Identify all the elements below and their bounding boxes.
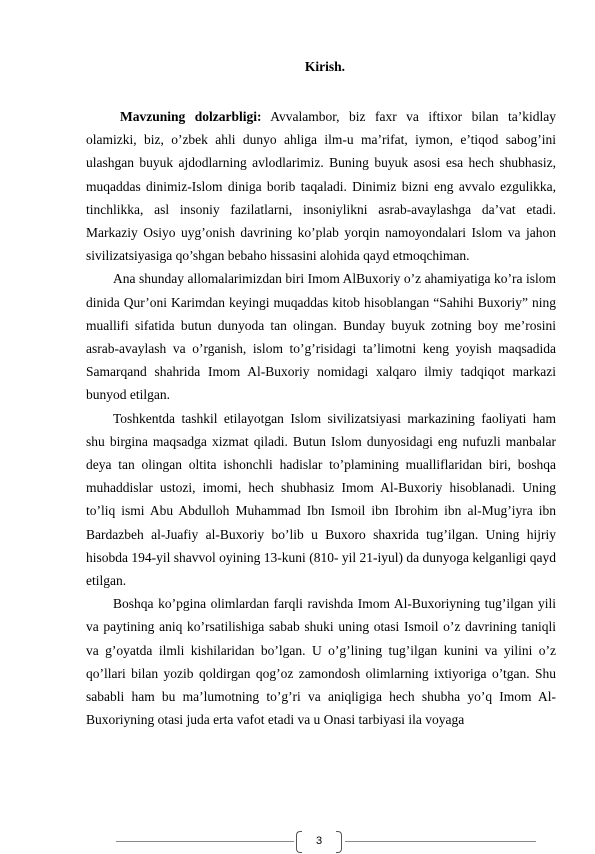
page-number: 3 (315, 835, 323, 847)
footer-bracket-right (336, 831, 342, 853)
page-footer (0, 830, 595, 854)
paragraph-birth-date: Boshqa ko’pgina olimlardan farqli ravishda Imom Al-Buxoriyning tug’ilgan yili va paytining aniq ko’rsatilishiga sabab shuki uning otasi Ismoil o’z davrining taniqli va g’oyatda ilmli kishilaridan bo’lgan. U o’g’lining tug’ilgan kunini va yilini o’z qo’llari bilan yozib qoldirgan qog’oz zamondosh olimlarning ixtiyoriga o’tgan. Shu sababli ham bu ma’lumotning to’g’ri va aniqligiga hech shubha yo’q Imom Al-Buxoriyning otasi juda erta vafot etadi va u Onasi tarbiyasi ila voyaga (86, 596, 556, 728)
footer-bracket-left (296, 831, 302, 853)
document-body (86, 105, 556, 731)
section-lead-label: Mavzuning dolzarbligi: (120, 109, 262, 124)
paragraph-text: Avvalambor, biz faxr va iftixor bilan ta’kidlay olamizki, biz, o’zbek ahli dunyo ahliga ilm-u ma’rifat, iymon, e’tiqod sabog’ini ulashgan buyuk ajdodlarning avlodlarimiz. Buning buyuk asosi esa hech shubhasiz, muqaddas dinimiz-Islom diniga borib taqaladi. Dinimiz bizni eng avvalo ezgulikka, tinchlikka, asl insoniy fazilatlarni, insoniylikni asrab-avaylashga da’vat etadi. Markaziy Osiyo uyg’onish davrining ko’plab yorqin namoyondalari Islom va jahon sivilizatsiyasiga qo’shgan bebaho hissasini alohida qayd etmoqchiman. (86, 109, 557, 264)
paragraph-al-buxoriy: Ana shunday allomalarimizdan biri Imom AlBuxoriy o’z ahamiyatiga ko’ra islom dinida Qur’oni Karimdan keyingi muqaddas kitob hisoblangan “Sahihi Buxoriy” ning muallifi sifatida butun dunyoda tan olingan. Bunday buyuk zotning boy me’rosini asrab-avaylash va o’rganish, islom to’g’risidagi ta’limotni keng yoyish maqsadida Samarqand shahrida Imom Al-Buxoriy nomidagi xalqaro ilmiy tadqiqot markazi bunyod etilgan. (86, 271, 556, 403)
paragraph-islamic-civilization-center: Toshkentda tashkil etilayotgan Islom sivilizatsiyasi markazining faoliyati ham shu birgina maqsadga xizmat qiladi. Butun Islom dunyosidagi eng nufuzli manbalar deya tan olingan oltita ishonchli hadislar to’plamining mualliflaridan biri, boshqa muhaddislar ustozi, imomi, hech shubhasiz Imom Al-Buxoriy hisoblanadi. Uning to’liq ismi Abu Abdulloh Muhammad Ibn Ismoil ibn Ibrohim ibn al-Mug’iyra ibn Bardazbeh al-Juafiy al-Buxoriy bo’lib u Buxoro shaxrida tug’ilgan. Uning hijriy hisobda 194-yil shavvol oyining 13-kuni (810- yil 21-iyul) da dunyoga kelganligi qayd etilgan. (86, 410, 556, 589)
page-title: Kirish. (304, 59, 346, 74)
paragraph-relevance (86, 105, 556, 267)
